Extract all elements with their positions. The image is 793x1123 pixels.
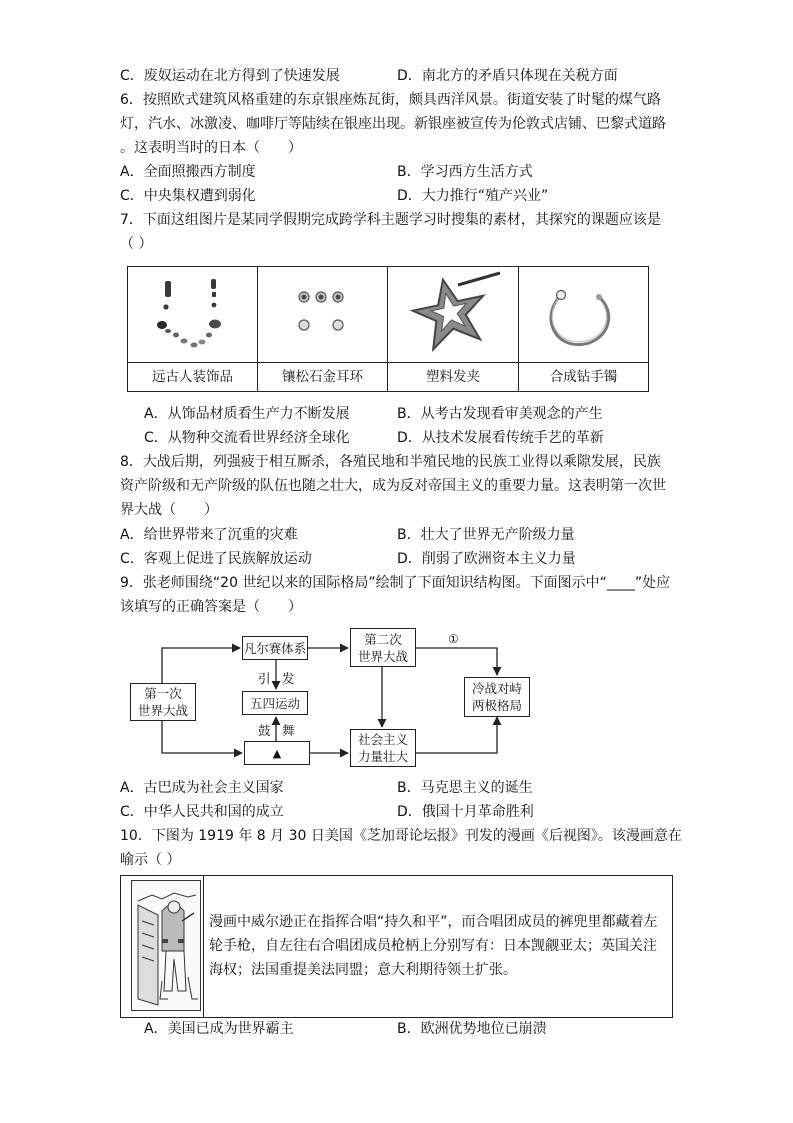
q7-option-a: A．从饰品材质看生产力不断发展	[144, 406, 350, 422]
q10-box-text	[209, 910, 664, 982]
q9-stem-line-2: 该填写的正确答案是（ ）	[120, 599, 302, 615]
q5-option-c: C．废奴运动在北方得到了快速发展	[120, 68, 340, 84]
q9-box-ww1: 第一次 世界大战	[130, 683, 196, 721]
q6-option-c: C．中央集权遭到弱化	[120, 188, 256, 204]
q9-label-yin: 引	[258, 671, 271, 686]
q9-label-circle-1: ①	[448, 632, 459, 646]
q8-option-d: D．削弱了欧洲资本主义力量	[397, 551, 576, 567]
rear-view-cartoon-image	[131, 880, 201, 1011]
q10-option-a: A．美国已成为世界霸主	[144, 1021, 294, 1037]
q7-option-b: B．从考古发现看审美观念的产生	[397, 406, 603, 422]
q7-stem-line-1: 7．下面这组图片是某同学假期完成跨学科主题学习时搜集的素材，其探究的课题应该是	[120, 212, 661, 228]
q10-box-line-3: 海权；法国重提美法同盟；意大利期待领土扩张。	[209, 962, 517, 978]
q9-option-b: B．马克思主义的诞生	[397, 780, 533, 796]
q7-option-c: C．从物种交流看世界经济全球化	[144, 430, 350, 446]
q9-box-cold-war: 冷战对峙 两极格局	[464, 677, 530, 717]
q6-option-a: A．全面照搬西方制度	[120, 164, 256, 180]
q9-option-c: C．中华人民共和国的成立	[120, 804, 284, 820]
q6-option-b: B．学习西方生活方式	[397, 164, 533, 180]
q9-label-fa: 发	[282, 671, 295, 686]
q7-caption-1: 远古人装饰品	[128, 362, 257, 391]
q5-option-d: D．南北方的矛盾只体现在关税方面	[397, 68, 618, 84]
q7-option-d: D．从技术发展看传统手艺的革新	[397, 430, 604, 446]
q8-stem-line-2: 资产阶级和无产阶级的队伍也随之壮大，成为反对帝国主义的重要力量。这表明第一次世	[120, 478, 666, 494]
q7-caption-3: 塑料发夹	[388, 362, 518, 391]
q8-option-a: A．给世界带来了沉重的灾难	[120, 527, 298, 543]
q9-option-d: D．俄国十月革命胜利	[397, 804, 534, 820]
q7-caption-4: 合成钻手镯	[519, 362, 648, 391]
q6-stem-line-2: 灯，汽水、冰激凌、咖啡厅等陆续在银座出现。新银座被宣传为伦敦式店铺、巴黎式道路	[120, 116, 666, 132]
q10-box-line-1: 漫画中威尔逊正在指挥合唱“持久和平”，而合唱团成员的裤兜里都藏着左	[209, 914, 658, 930]
q9-box-socialism: 社会主义 力量壮大	[350, 729, 416, 767]
q9-box-versailles: 凡尔赛体系	[242, 636, 308, 660]
q10-box-divider	[203, 876, 204, 1017]
q10-comic-box	[120, 875, 673, 1018]
q9-label-gu: 鼓	[258, 723, 271, 738]
q7-caption-2: 镶松石金耳环	[258, 362, 387, 391]
q10-box-line-2: 轮手枪，自左往右合唱团成员枪柄上分别写有：日本觊觎亚太；英国关注	[209, 938, 657, 954]
q9-stem-line-1: 9．张老师围绕“20 世纪以来的国际格局”绘制了下面知识结构图。下面图示中“____”处应	[120, 575, 671, 591]
q8-stem-line-3: 界大战（ ）	[120, 502, 218, 518]
q9-option-a: A．古巴成为社会主义国家	[120, 780, 284, 796]
q10-stem-line-2: 喻示（ ）	[120, 852, 181, 868]
q9-label-wu: 舞	[282, 723, 295, 738]
q9-box-triangle-blank: ▲	[244, 741, 310, 765]
q9-box-may4: 五四运动	[242, 691, 308, 715]
q9-box-ww2: 第二次 世界大战	[350, 628, 416, 667]
q10-option-b: B．欧洲优势地位已崩溃	[397, 1021, 547, 1037]
q6-stem-line-3: 。这表明当时的日本（ ）	[120, 140, 302, 156]
q8-option-b: B．壮大了世界无产阶级力量	[397, 527, 575, 543]
q7-stem-line-2: （ ）	[120, 236, 153, 252]
q8-stem-line-1: 8．大战后期，列强疲于相互厮杀，各殖民地和半殖民地的民族工业得以乘隙发展，民族	[120, 454, 661, 470]
q8-option-c: C．客观上促进了民族解放运动	[120, 551, 312, 567]
q10-stem-line-1: 10．下图为 1919 年 8 月 30 日美国《芝加哥论坛报》刊发的漫画《后视图》。该漫画意在	[120, 828, 682, 844]
q6-option-d: D．大力推行“殖产兴业”	[397, 188, 549, 204]
q6-stem-line-1: 6．按照欧式建筑风格重建的东京银座炼瓦街，颇具西洋风景。街道安装了时髦的煤气路	[120, 92, 661, 108]
